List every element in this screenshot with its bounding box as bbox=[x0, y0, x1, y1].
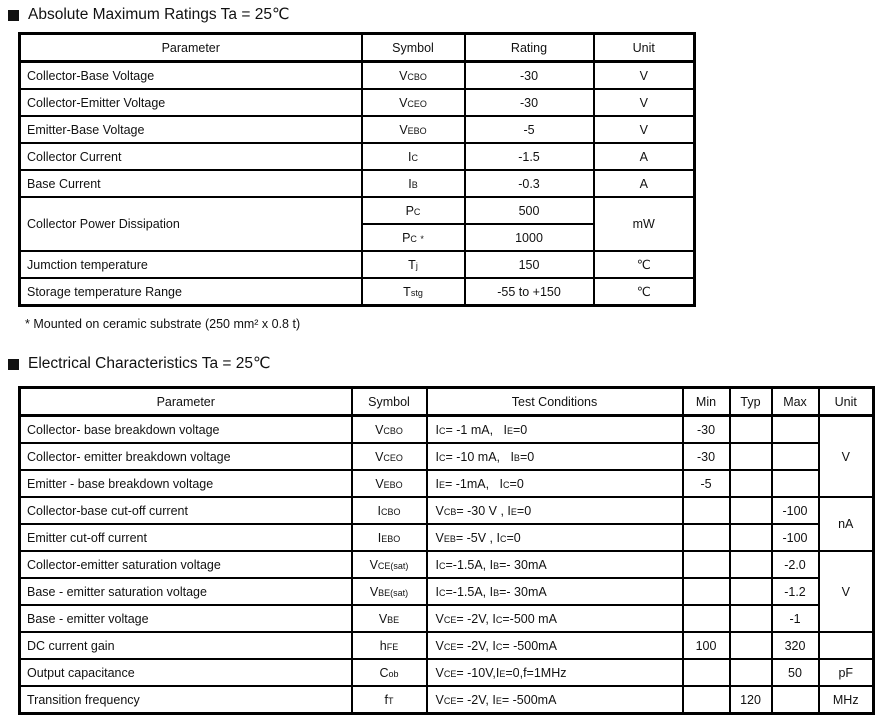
symbol-cell: IEBO bbox=[352, 524, 427, 551]
section-title-absolute-maximum-ratings bbox=[8, 5, 879, 25]
parameter-cell: Collector- base breakdown voltage bbox=[20, 416, 352, 444]
header-row bbox=[20, 34, 695, 62]
unit-cell: mW bbox=[594, 197, 695, 251]
parameter-cell: Jumction temperature bbox=[20, 251, 362, 278]
min-cell bbox=[683, 524, 730, 551]
symbol-cell: PC bbox=[362, 197, 465, 224]
table-row bbox=[20, 251, 695, 278]
unit-cell: MHz bbox=[819, 686, 874, 714]
min-cell bbox=[683, 551, 730, 578]
symbol-cell: PC * bbox=[362, 224, 465, 251]
unit-cell: V bbox=[594, 116, 695, 143]
column-header-min: Min bbox=[683, 388, 730, 416]
min-cell bbox=[683, 578, 730, 605]
symbol-cell: ICBO bbox=[352, 497, 427, 524]
column-header-unit: Unit bbox=[819, 388, 874, 416]
symbol-cell: Cob bbox=[352, 659, 427, 686]
absolute-maximum-ratings-table bbox=[18, 32, 696, 307]
rating-cell: -1.5 bbox=[465, 143, 594, 170]
min-cell: -30 bbox=[683, 443, 730, 470]
max-cell: -100 bbox=[772, 524, 819, 551]
parameter-cell: Collector-base cut-off current bbox=[20, 497, 352, 524]
max-cell: -1 bbox=[772, 605, 819, 632]
symbol-cell: VCBO bbox=[362, 62, 465, 90]
max-cell bbox=[772, 416, 819, 444]
test-conditions-cell: VCE= -2V, IC=-500 mA bbox=[427, 605, 683, 632]
square-bullet-icon bbox=[8, 359, 19, 370]
column-header-symbol: Symbol bbox=[352, 388, 427, 416]
typ-cell bbox=[730, 578, 772, 605]
parameter-cell: Emitter-Base Voltage bbox=[20, 116, 362, 143]
symbol-cell: VCEO bbox=[352, 443, 427, 470]
rating-cell: -5 bbox=[465, 116, 594, 143]
typ-cell bbox=[730, 470, 772, 497]
typ-cell bbox=[730, 443, 772, 470]
parameter-cell: Collector- emitter breakdown voltage bbox=[20, 443, 352, 470]
unit-cell: nA bbox=[819, 497, 874, 551]
test-conditions-cell: IC=-1.5A, IB=- 30mA bbox=[427, 578, 683, 605]
typ-cell bbox=[730, 497, 772, 524]
rating-cell: 500 bbox=[465, 197, 594, 224]
rating-cell: -30 bbox=[465, 62, 594, 90]
table-row bbox=[20, 497, 874, 524]
symbol-cell: hFE bbox=[352, 632, 427, 659]
symbol-cell: IC bbox=[362, 143, 465, 170]
table-row bbox=[20, 143, 695, 170]
parameter-cell: Collector Power Dissipation bbox=[20, 197, 362, 251]
test-conditions-cell: VCE= -2V, IE= -500mA bbox=[427, 686, 683, 714]
table-row bbox=[20, 605, 874, 632]
min-cell: 100 bbox=[683, 632, 730, 659]
typ-cell bbox=[730, 632, 772, 659]
ceramic-substrate-footnote: * Mounted on ceramic substrate (250 mm² x 0.8 t) bbox=[25, 317, 301, 331]
parameter-cell: Collector-emitter saturation voltage bbox=[20, 551, 352, 578]
parameter-cell: Collector-Base Voltage bbox=[20, 62, 362, 90]
unit-cell: ℃ bbox=[594, 278, 695, 306]
symbol-cell: VBE(sat) bbox=[352, 578, 427, 605]
rating-cell: -0.3 bbox=[465, 170, 594, 197]
table-row bbox=[20, 686, 874, 714]
section-title-electrical-characteristics bbox=[8, 354, 879, 374]
parameter-cell: Base - emitter voltage bbox=[20, 605, 352, 632]
test-conditions-cell: VEB= -5V , IC=0 bbox=[427, 524, 683, 551]
test-conditions-cell: IC= -10 mA, IB=0 bbox=[427, 443, 683, 470]
table-row bbox=[20, 62, 695, 90]
max-cell bbox=[772, 686, 819, 714]
parameter-cell: Base - emitter saturation voltage bbox=[20, 578, 352, 605]
test-conditions-cell: VCE= -2V, IC= -500mA bbox=[427, 632, 683, 659]
parameter-cell: Emitter - base breakdown voltage bbox=[20, 470, 352, 497]
column-header-max: Max bbox=[772, 388, 819, 416]
parameter-cell: Base Current bbox=[20, 170, 362, 197]
table-row bbox=[20, 524, 874, 551]
parameter-cell: Collector-Emitter Voltage bbox=[20, 89, 362, 116]
symbol-cell: VCE(sat) bbox=[352, 551, 427, 578]
column-header-parameter: Parameter bbox=[20, 34, 362, 62]
unit-cell: V bbox=[594, 89, 695, 116]
min-cell: -5 bbox=[683, 470, 730, 497]
symbol-cell: Tstg bbox=[362, 278, 465, 306]
symbol-cell: Tj bbox=[362, 251, 465, 278]
column-header-parameter: Parameter bbox=[20, 388, 352, 416]
table-row bbox=[20, 578, 874, 605]
unit-cell: pF bbox=[819, 659, 874, 686]
electrical-characteristics-table bbox=[18, 386, 875, 715]
table-row bbox=[20, 551, 874, 578]
symbol-cell: VBE bbox=[352, 605, 427, 632]
symbol-cell: VCBO bbox=[352, 416, 427, 444]
symbol-cell: IB bbox=[362, 170, 465, 197]
min-cell bbox=[683, 659, 730, 686]
max-cell bbox=[772, 470, 819, 497]
column-header-test-conditions: Test Conditions bbox=[427, 388, 683, 416]
table-row bbox=[20, 89, 695, 116]
section-title-text: Electrical Characteristics Ta = 25℃ bbox=[28, 355, 271, 372]
test-conditions-cell: VCB= -30 V , IE=0 bbox=[427, 497, 683, 524]
min-cell bbox=[683, 605, 730, 632]
typ-cell bbox=[730, 605, 772, 632]
rating-cell: -55 to +150 bbox=[465, 278, 594, 306]
typ-cell bbox=[730, 416, 772, 444]
typ-cell bbox=[730, 524, 772, 551]
max-cell: -1.2 bbox=[772, 578, 819, 605]
table-row bbox=[20, 470, 874, 497]
square-bullet-icon bbox=[8, 10, 19, 21]
max-cell: -2.0 bbox=[772, 551, 819, 578]
typ-cell bbox=[730, 551, 772, 578]
table-row bbox=[20, 443, 874, 470]
symbol-cell: VCEO bbox=[362, 89, 465, 116]
typ-cell bbox=[730, 659, 772, 686]
table-row bbox=[20, 197, 695, 224]
min-cell bbox=[683, 497, 730, 524]
section-title-text: Absolute Maximum Ratings Ta = 25℃ bbox=[28, 6, 290, 23]
unit-cell: ℃ bbox=[594, 251, 695, 278]
test-conditions-cell: IC= -1 mA, IE=0 bbox=[427, 416, 683, 444]
max-cell: 320 bbox=[772, 632, 819, 659]
unit-cell: V bbox=[819, 551, 874, 632]
symbol-cell: fT bbox=[352, 686, 427, 714]
unit-cell: V bbox=[819, 416, 874, 498]
min-cell bbox=[683, 686, 730, 714]
unit-cell: A bbox=[594, 143, 695, 170]
typ-cell: 120 bbox=[730, 686, 772, 714]
unit-cell: V bbox=[594, 62, 695, 90]
parameter-cell: Emitter cut-off current bbox=[20, 524, 352, 551]
header-row bbox=[20, 388, 874, 416]
parameter-cell: Output capacitance bbox=[20, 659, 352, 686]
column-header-symbol: Symbol bbox=[362, 34, 465, 62]
column-header-rating: Rating bbox=[465, 34, 594, 62]
rating-cell: 150 bbox=[465, 251, 594, 278]
rating-cell: -30 bbox=[465, 89, 594, 116]
unit-cell bbox=[819, 632, 874, 659]
max-cell: -100 bbox=[772, 497, 819, 524]
max-cell bbox=[772, 443, 819, 470]
max-cell: 50 bbox=[772, 659, 819, 686]
symbol-cell: VEBO bbox=[362, 116, 465, 143]
unit-cell: A bbox=[594, 170, 695, 197]
test-conditions-cell: VCE= -10V,IE=0,f=1MHz bbox=[427, 659, 683, 686]
min-cell: -30 bbox=[683, 416, 730, 444]
table-row bbox=[20, 278, 695, 306]
rating-cell: 1000 bbox=[465, 224, 594, 251]
test-conditions-cell: IE= -1mA, IC=0 bbox=[427, 470, 683, 497]
test-conditions-cell: IC=-1.5A, IB=- 30mA bbox=[427, 551, 683, 578]
parameter-cell: DC current gain bbox=[20, 632, 352, 659]
parameter-cell: Collector Current bbox=[20, 143, 362, 170]
column-header-unit: Unit bbox=[594, 34, 695, 62]
parameter-cell: Transition frequency bbox=[20, 686, 352, 714]
symbol-cell: VEBO bbox=[352, 470, 427, 497]
table-row bbox=[20, 170, 695, 197]
table-row bbox=[20, 416, 874, 444]
column-header-typ: Typ bbox=[730, 388, 772, 416]
parameter-cell: Storage temperature Range bbox=[20, 278, 362, 306]
table-row bbox=[20, 659, 874, 686]
table-row bbox=[20, 116, 695, 143]
table-row bbox=[20, 632, 874, 659]
